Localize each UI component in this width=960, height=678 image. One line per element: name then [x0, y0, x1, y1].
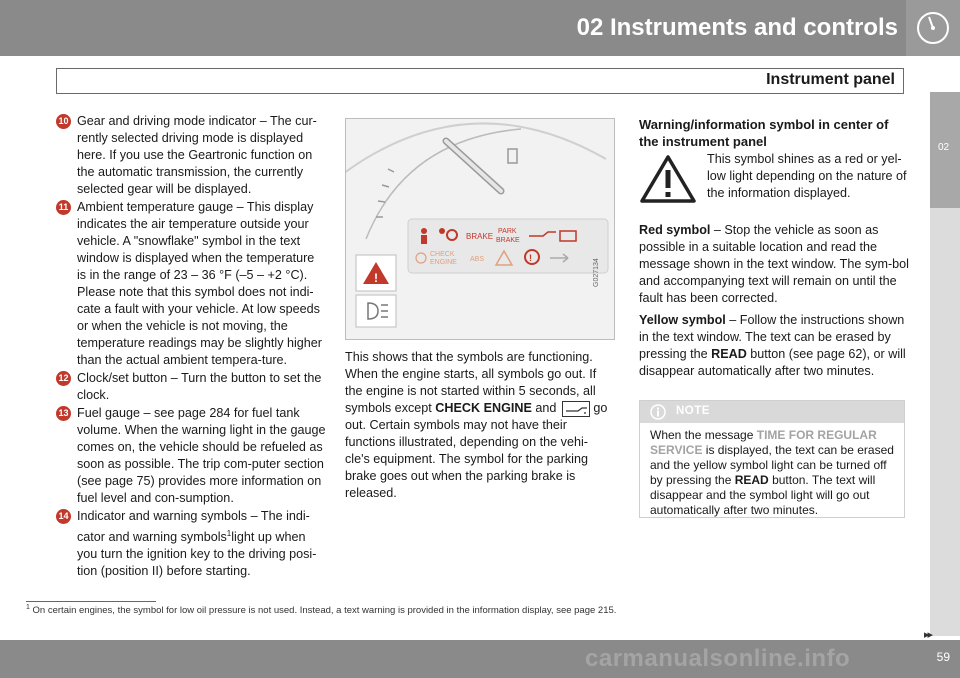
fuel-pump-icon — [508, 149, 517, 163]
figure-illustration — [346, 119, 614, 339]
item-number-badge: 10 — [56, 114, 71, 129]
item-number-badge: 12 — [56, 371, 71, 386]
next-page-arrows[interactable]: ▸▸ — [924, 629, 932, 641]
red-symbol-label: Red symbol — [639, 223, 711, 237]
figure-id: G027134 — [593, 258, 600, 287]
chapter-side-tab[interactable] — [930, 92, 960, 208]
page-number: 59 — [936, 650, 950, 664]
chapter-title: 02 Instruments and controls — [576, 14, 898, 41]
yellow-symbol-text: – Follow the instructions shown in the text window. The text can be erased by pressing the — [639, 313, 905, 361]
oil-pressure-icon — [562, 401, 590, 417]
warning-symbol-body — [639, 222, 911, 385]
warning-triangle-icon — [639, 153, 697, 205]
service-message-text: TIME FOR REGULAR SERVICE — [650, 428, 877, 457]
note-box — [639, 400, 905, 518]
side-tab-label: 02 — [938, 142, 950, 153]
footnote-divider — [26, 601, 156, 602]
item-text: Clock/set button – Turn the button to set the clock. — [77, 371, 322, 402]
yellow-symbol-text-2: button (see page 62), or will disappear automatically after two minutes. — [639, 347, 906, 378]
and-text: and — [535, 401, 557, 415]
section-title: Instrument panel — [766, 71, 895, 88]
item-text: Fuel gauge – see page 284 for fuel tank volume. When the warning light in the gauge comes on, the vehicle should be refueled as soon as possible. The trip com-puter section (see page 75) provides more information on fuel level and con-sumption. — [77, 406, 326, 505]
item-text: Gear and driving mode indicator – The cur-rently selected driving mode is displayed here. If you use the Geartronic function on the automatic transmission, the currently selected gear will be displayed. — [77, 114, 317, 196]
warning-symbol-description: This symbol shines as a red or yel-low light depending on the nature of the information displayed. — [707, 152, 907, 200]
gauge-icon — [915, 10, 951, 46]
svg-text:!: ! — [529, 253, 532, 263]
list-item — [56, 405, 326, 507]
note-title: NOTE — [676, 405, 710, 417]
read-button-text: READ — [734, 473, 769, 487]
middle-paragraph-2: go out. Certain symbols may not have their functions illustrated, depending on the vehi-cle's equipment. The symbol for the parking brake goes out when the parking brake is released. — [345, 401, 608, 500]
red-symbol-text: – Stop the vehicle as soon as possible in a suitable location and read the message shown in the text window. The sym-bol and accompanying text will remain on until the fault has been corrected. — [639, 223, 909, 305]
footnote-ref[interactable]: 1 — [226, 529, 232, 538]
yellow-symbol-label: Yellow symbol — [639, 313, 726, 327]
note-body — [640, 423, 904, 518]
warning-section-heading: Warning/information symbol in center of the instrument panel — [639, 117, 889, 149]
brake-label: BRAKE — [466, 232, 494, 241]
brake-label-2: BRAKE — [496, 237, 520, 244]
note-text: When the message — [650, 428, 757, 442]
item-number-badge: 11 — [56, 200, 71, 215]
item-text: Indicator and warning symbols – The indi-cator and warning symbols — [77, 509, 310, 545]
item-number-badge: 14 — [56, 509, 71, 524]
note-text: button. The text will disappear and the symbol light will go out automatically after two minutes. — [650, 473, 876, 517]
list-item — [56, 113, 326, 198]
engine-label: ENGINE — [430, 259, 457, 266]
footnote-marker: 1 — [26, 604, 30, 611]
svg-text:!: ! — [374, 271, 378, 285]
check-engine-text: CHECK ENGINE — [435, 401, 532, 415]
note-header — [640, 401, 904, 423]
side-strip — [930, 208, 960, 636]
figure-caption-text — [345, 349, 611, 502]
footnote — [26, 604, 616, 616]
read-button-text: READ — [711, 347, 747, 361]
gauge-icon-box — [906, 0, 960, 56]
watermark: carmanualsonline.info — [585, 645, 851, 672]
item-number-badge: 13 — [56, 406, 71, 421]
check-label: CHECK — [430, 251, 455, 258]
info-icon — [650, 404, 666, 420]
park-label: PARK — [498, 228, 517, 235]
numbered-items — [56, 113, 326, 581]
abs-label: ABS — [470, 256, 485, 263]
list-item — [56, 370, 326, 404]
section-bar — [56, 68, 904, 94]
seatbelt-icon — [421, 228, 427, 244]
item-text: Ambient temperature gauge – This display indicates the air temperature outside your vehicle. A "snowflake" symbol in the text window is displayed when the temperature is in the range of 23 – 36 °F (–5 – +2 °C). Please note that this symbol does not indi-cate a fault with your vehicle. At low speeds or when the vehicle is not moving, the temperature readings may be slightly higher than the actual ambient tempera-ture. — [77, 200, 323, 367]
list-item — [56, 508, 326, 580]
list-item — [56, 199, 326, 369]
note-text: is displayed, the text can be erased and the yellow symbol light can be turned off by pressing the — [650, 443, 894, 487]
middle-paragraph-1: This shows that the symbols are functioning. When the engine starts, all symbols go out. If the engine is not started within 5 seconds, all symbols except — [345, 350, 597, 415]
footnote-text: On certain engines, the symbol for low oil pressure is not used. Instead, a text warning is provided in the information display, see page 215. — [32, 605, 617, 617]
item-text: light up when you turn the ignition key to the driving posi-tion (position II) before starting. — [77, 530, 317, 579]
instrument-panel-figure — [345, 118, 615, 340]
